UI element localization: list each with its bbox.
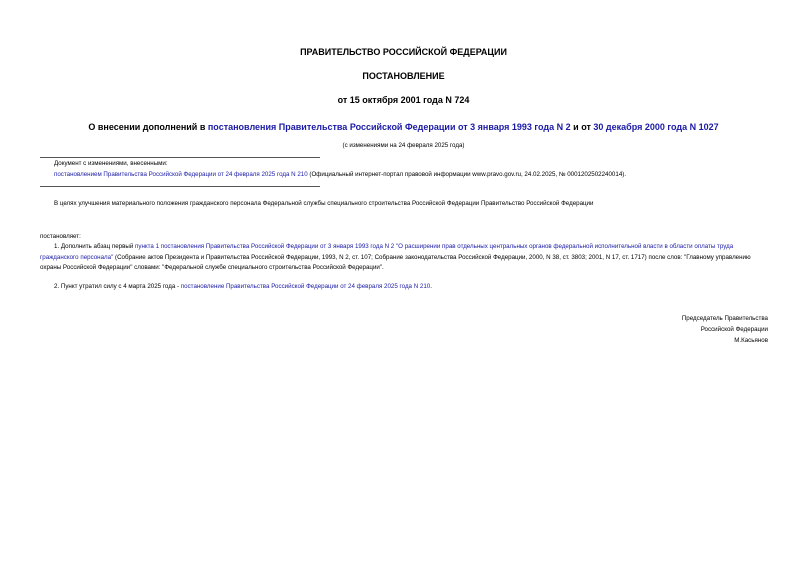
amendment-link[interactable]: постановлением Правительства Российской Федерации от 24 февраля 2025 года N 210 (54, 171, 308, 178)
item-2-lead: 2. Пункт утратил силу с 4 марта 2025 года - (54, 283, 181, 290)
title-link-resolution-1027[interactable]: 30 декабря 2000 года N 1027 (593, 122, 719, 132)
item-2 (40, 282, 772, 293)
amendments-bottom-rule (40, 186, 320, 187)
amendment-note: (с изменениями на 24 февраля 2025 года) (342, 142, 465, 149)
resolves-word: постановляет: (40, 233, 81, 240)
item-1-rest: (Собрание актов Президента и Правительства Российской Федерации, 1993, N 2, ст. 107; Собрание законодательства Российской Федерации, 2000, N 38, ст. 3803; 2001, N 17, ст. 1717) после слов: "Главному управлению охраны Российской Федерации" словами: "Федеральной службе специального строительства Российской Федерации". (40, 253, 751, 271)
item-2-end: . (430, 283, 432, 290)
title-prefix: О внесении дополнений в (88, 122, 208, 132)
amendments-entry (54, 170, 774, 179)
amendment-source: (Официальный интернет-портал правовой информации www.pravo.gov.ru, 24.02.2025, № 0001202502240014). (307, 171, 627, 178)
document-title (0, 122, 807, 132)
signature-country: Российской Федерации (700, 326, 768, 333)
title-middle: и от (570, 122, 594, 132)
item-1-lead: 1. Дополнить абзац первый (54, 243, 136, 250)
item-1-link[interactable]: пункта 1 постановления Правительства Российской Федерации от 3 января 1993 года N 2 "О расширении прав отдельных центральных органов федеральной исполнительной власти в области оплаты труда гражданского персонала" (40, 243, 734, 261)
item-2-link[interactable]: постановление Правительства Российской Федерации от 24 февраля 2025 года N 210 (180, 283, 431, 290)
document-type: ПОСТАНОВЛЕНИЕ (362, 71, 445, 81)
title-link-resolution-2[interactable]: постановления Правительства Российской Федерации от 3 января 1993 года N 2 (207, 122, 571, 132)
signature-block (560, 313, 768, 346)
preamble: В целях улучшения материального положения гражданского персонала Федеральной службы специального строительства Российской Федерации Правительство Российской Федерации (54, 200, 594, 207)
authority-heading: ПРАВИТЕЛЬСТВО РОССИЙСКОЙ ФЕДЕРАЦИИ (300, 47, 507, 57)
amendments-heading: Документ с изменениями, внесенными: (54, 160, 168, 167)
amendments-top-rule (40, 157, 320, 158)
document-date-number: от 15 октября 2001 года N 724 (337, 95, 470, 105)
item-1 (40, 242, 772, 274)
signature-title: Председатель Правительства (681, 315, 768, 322)
signature-name: М.Касьянов (734, 337, 768, 344)
